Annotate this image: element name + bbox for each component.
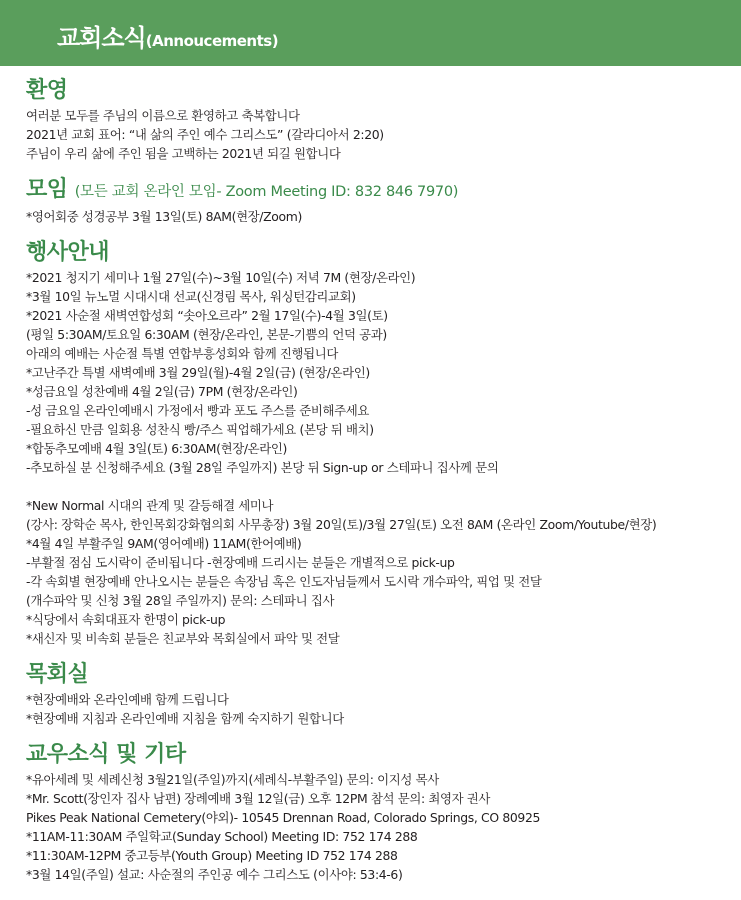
text-line: *현장예배 지침과 온라인예배 지침을 함께 숙지하기 원합니다 — [26, 711, 344, 726]
page-header — [0, 0, 741, 66]
text-line: *합동추모예배 4월 3일(토) 6:30AM(현장/온라인) — [26, 441, 288, 456]
title-korean: 교회소식 — [57, 24, 146, 52]
zoom-meeting-note: (모든 교회 온라인 모임- Zoom Meeting ID: 832 846 7970) — [74, 184, 459, 200]
title-english: (Annoucements) — [145, 32, 279, 50]
text-line: *4월 4일 부활주일 9AM(영어예배) 11AM(한어예배) — [26, 536, 302, 551]
text-line: *11AM-11:30AM 주일학교(Sunday School) Meeting ID: 752 174 288 — [26, 829, 418, 844]
member-news-section — [26, 740, 731, 884]
section-heading: 목회실 — [26, 662, 89, 687]
text-line: (개수파악 및 신청 3월 28일 주일까지) 문의: 스테파니 집사 — [26, 593, 335, 608]
section-heading: 교우소식 및 기타 — [26, 742, 186, 767]
page-title — [57, 18, 278, 53]
text-line: *성금요일 성찬예배 4월 2일(금) 7PM (현장/온라인) — [26, 384, 298, 399]
text-line: *3월 14일(주일) 설교: 사순절의 주인공 예수 그리스도 (이사야: 53:4-6) — [26, 867, 403, 882]
text-line: -각 속회별 현장예배 안나오시는 분들은 속장님 혹은 인도자님들께서 도시락 개수파악, 픽업 및 전달 — [26, 574, 542, 589]
events-section — [26, 238, 731, 648]
blank-line — [26, 477, 731, 496]
meeting-section — [26, 175, 731, 226]
text-line: -추모하실 분 신청해주세요 (3월 28일 주일까지) 본당 뒤 Sign-up or 스테파니 집사께 문의 — [26, 460, 499, 475]
text-line: 주님이 우리 삶에 주인 됨을 고백하는 2021년 되길 원합니다 — [26, 146, 341, 161]
pastor-office-section — [26, 660, 731, 728]
text-line: *2021 사순절 새벽연합성회 “솟아오르라” 2월 17일(수)-4월 3일(토) — [26, 308, 388, 323]
text-line: (평일 5:30AM/토요일 6:30AM (현장/온라인, 본문-기쁨의 언덕 공과) — [26, 327, 387, 342]
text-line: *고난주간 특별 새벽예배 3월 29일(월)-4월 2일(금) (현장/온라인) — [26, 365, 370, 380]
text-line: 아래의 예배는 사순절 특별 연합부흥성회와 함께 진행됩니다 — [26, 346, 339, 361]
text-line: *New Normal 시대의 관계 및 갈등해결 세미나 — [26, 498, 274, 513]
text-line: Pikes Peak National Cemetery(야외)- 10545 Drennan Road, Colorado Springs, CO 80925 — [26, 810, 541, 825]
text-line: 여러분 모두를 주님의 이름으로 환영하고 축복합니다 — [26, 108, 300, 123]
section-heading: 환영 — [26, 78, 68, 103]
text-line: *현장예배와 온라인예배 함께 드립니다 — [26, 692, 229, 707]
text-line: *유아세례 및 세례신청 3월21일(주일)까지(세례식-부활주일) 문의: 이지성 목사 — [26, 772, 439, 787]
text-line: 2021년 교회 표어: “내 삶의 주인 예수 그리스도” (갈라디아서 2:20) — [26, 127, 384, 142]
text-line: -부활절 점심 도시락이 준비됩니다 -현장예배 드리시는 분들은 개별적으로 pick-up — [26, 555, 455, 570]
text-line: (강사: 장학순 목사, 한인목회강화협의회 사무총장) 3월 20일(토)/3월 27일(토) 오전 8AM (온라인 Zoom/Youtube/현장) — [26, 517, 657, 532]
welcome-section — [26, 76, 731, 163]
text-line: *영어회중 성경공부 3월 13일(토) 8AM(현장/Zoom) — [26, 209, 302, 224]
text-line: *새신자 및 비속회 분들은 친교부와 목회실에서 파악 및 전달 — [26, 631, 340, 646]
text-line: *11:30AM-12PM 중고등부(Youth Group) Meeting ID 752 174 288 — [26, 848, 398, 863]
text-line: *Mr. Scott(장인자 집사 남편) 장례예배 3월 12일(금) 오후 12PM 참석 문의: 최영자 권사 — [26, 791, 491, 806]
section-heading-text: 모임 — [26, 177, 68, 202]
text-line: *3월 10일 뉴노멀 시대시대 선교(신경림 목사, 워싱턴감리교회) — [26, 289, 356, 304]
section-heading: 행사안내 — [26, 240, 110, 265]
announcements-content — [26, 76, 731, 884]
text-line: -필요하신 만큼 일회용 성찬식 빵/주스 픽업해가세요 (본당 뒤 배치) — [26, 422, 374, 437]
text-line: -성 금요일 온라인예배시 가정에서 빵과 포도 주스를 준비해주세요 — [26, 403, 369, 418]
text-line: *식당에서 속회대표자 한명이 pick-up — [26, 612, 226, 627]
section-heading — [26, 175, 731, 207]
text-line: *2021 청지기 세미나 1월 27일(수)~3월 10일(수) 저녁 7M (현장/온라인) — [26, 270, 416, 285]
